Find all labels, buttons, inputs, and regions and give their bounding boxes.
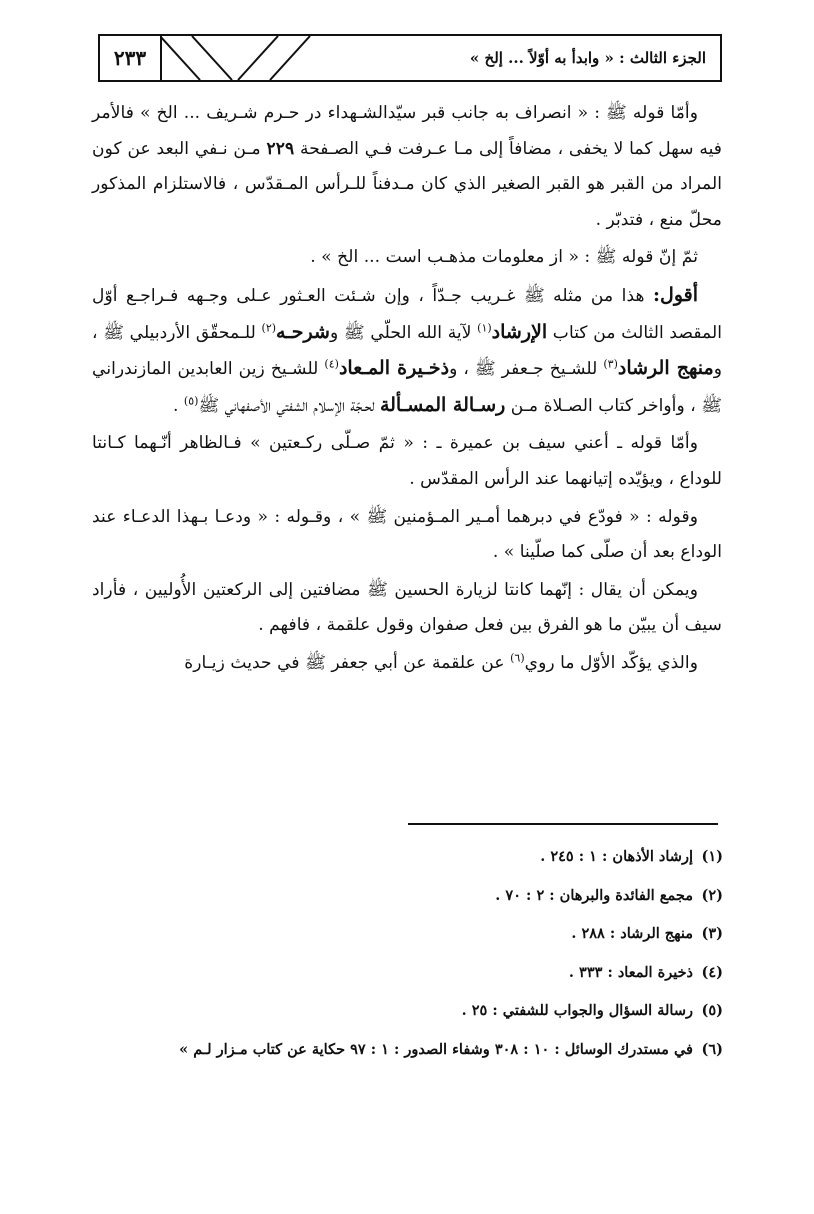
paragraph-text: ويمكن أن يقال : إنّهما كانتا لزيارة الحسين ﷺ مضافتين إلى الركعتين الأُوليين ، فأراد سيف أن يبيّن ما هو الفرق بين فعل صفوان وقول علقمة ، فافهم . bbox=[92, 579, 722, 636]
paragraph bbox=[92, 573, 722, 644]
paragraph-text: وقوله : « فودّع في دبرهما أمـير المـؤمنين ﷺ » ، وقـوله : « ودعـا بـهذا الدعـاء عند الوداع بعد أن صلّى كما صلّينا » . bbox=[92, 506, 722, 563]
footnotes bbox=[98, 838, 723, 1069]
paragraph-text: وأمّا قوله ﷺ : « انصراف به جانب قبر سيّدالشـهداء در حـرم شـريف ... الخ » فالأمر فيه سهل كما لا يخفى ، مضافاً إلى مـا عـرفت فـي الصـفحة ٢٢٩ مـن نـفي البعد عن كون المراد من القبر هو القبر الصغير الذي كان مـدفناً للـرأس المـقدّس ، فالاستلزام المذكور محلّ منع ، فتدبّر . bbox=[92, 103, 722, 230]
page-header bbox=[98, 34, 722, 82]
footnote-number: (٣) bbox=[701, 925, 723, 942]
header-ornament bbox=[160, 36, 330, 80]
footnote-text: إرشاد الأذهان : ١ : ٢٤٥ . bbox=[540, 848, 693, 865]
footnote bbox=[98, 838, 723, 877]
main-text bbox=[92, 96, 722, 682]
footnote-number: (١) bbox=[701, 848, 723, 865]
footnote-separator bbox=[408, 823, 718, 825]
paragraph bbox=[92, 96, 722, 238]
footnote-text: ذخيرة المعاد : ٣٣٣ . bbox=[568, 963, 693, 981]
footnote-text: مجمع الفائدة والبرهان : ٢ : ٧٠ . bbox=[495, 886, 693, 904]
footnote-number: (٥) bbox=[701, 1002, 723, 1019]
paragraph bbox=[92, 646, 722, 682]
running-title: الجزء الثالث : « وابدأ به أوّلاً ... إلخ » bbox=[469, 49, 706, 67]
footnote-number: (٢) bbox=[701, 886, 723, 904]
footnote-number: (٦) bbox=[701, 1040, 723, 1058]
paragraph bbox=[92, 426, 722, 497]
footnote bbox=[98, 992, 723, 1031]
paragraph bbox=[92, 240, 722, 276]
paragraph-text: أقول: هذا من مثله ﷺ غـريب جـدّاً ، وإن شـئت العـثور عـلى وجـهه فـراجـع أوّل المقصد الثالث من كتاب الإرشاد$^{(١)}$ لآية الله الحلّي ﷺ وشرحـه$^{(٢)}$ للـمحقّق الأردبيلي ﷺ ، ومنهج الرشاد$^{(٣)}$ للشـيخ جـعفر ﷺ ، وذخـيرة المـعاد$^{(٤)}$ للشـيخ زين العابدين المازندراني ﷺ ، وأواخر كتاب الصـلاة مـن رسـالة المسـألة لحـجّة الإسلام الشفتي الأصفهاني ﷺ$^{(٥)}$ . bbox=[92, 283, 722, 416]
paragraph bbox=[92, 500, 722, 571]
paragraph-text: والذي يؤكّد الأوّل ما روي$^{(٦)}$ عن علقمة عن أبي جعفر ﷺ في حديث زيـارة bbox=[184, 651, 698, 673]
footnote bbox=[98, 954, 723, 993]
page-number: ٢٣٣ bbox=[100, 36, 162, 80]
paragraph bbox=[92, 278, 722, 424]
footnote-text: رسالة السؤال والجواب للشفتي : ٢٥ . bbox=[461, 1002, 693, 1019]
footnote bbox=[98, 877, 723, 916]
paragraph-text: وأمّا قوله ـ أعني سيف بن عميرة ـ : « ثمّ صـلّى ركـعتين » فـالظاهر أنّـهما كـانتا للوداع ، ويؤيّده إتيانهما عند الرأس المقدّس . bbox=[92, 433, 722, 489]
footnote-text: منهج الرشاد : ٢٨٨ . bbox=[571, 925, 693, 942]
paragraph-text: ثمّ إنّ قوله ﷺ : « از معلومات مذهـب است ... الخ » . bbox=[310, 247, 698, 268]
footnote bbox=[98, 1031, 723, 1070]
footnote bbox=[98, 915, 723, 954]
footnote-number: (٤) bbox=[701, 963, 723, 981]
footnote-text: في مستدرك الوسائل : ١٠ : ٣٠٨ وشفاء الصدور : ١ : ٩٧ حكاية عن كتاب مـزار لـم » bbox=[179, 1040, 693, 1058]
